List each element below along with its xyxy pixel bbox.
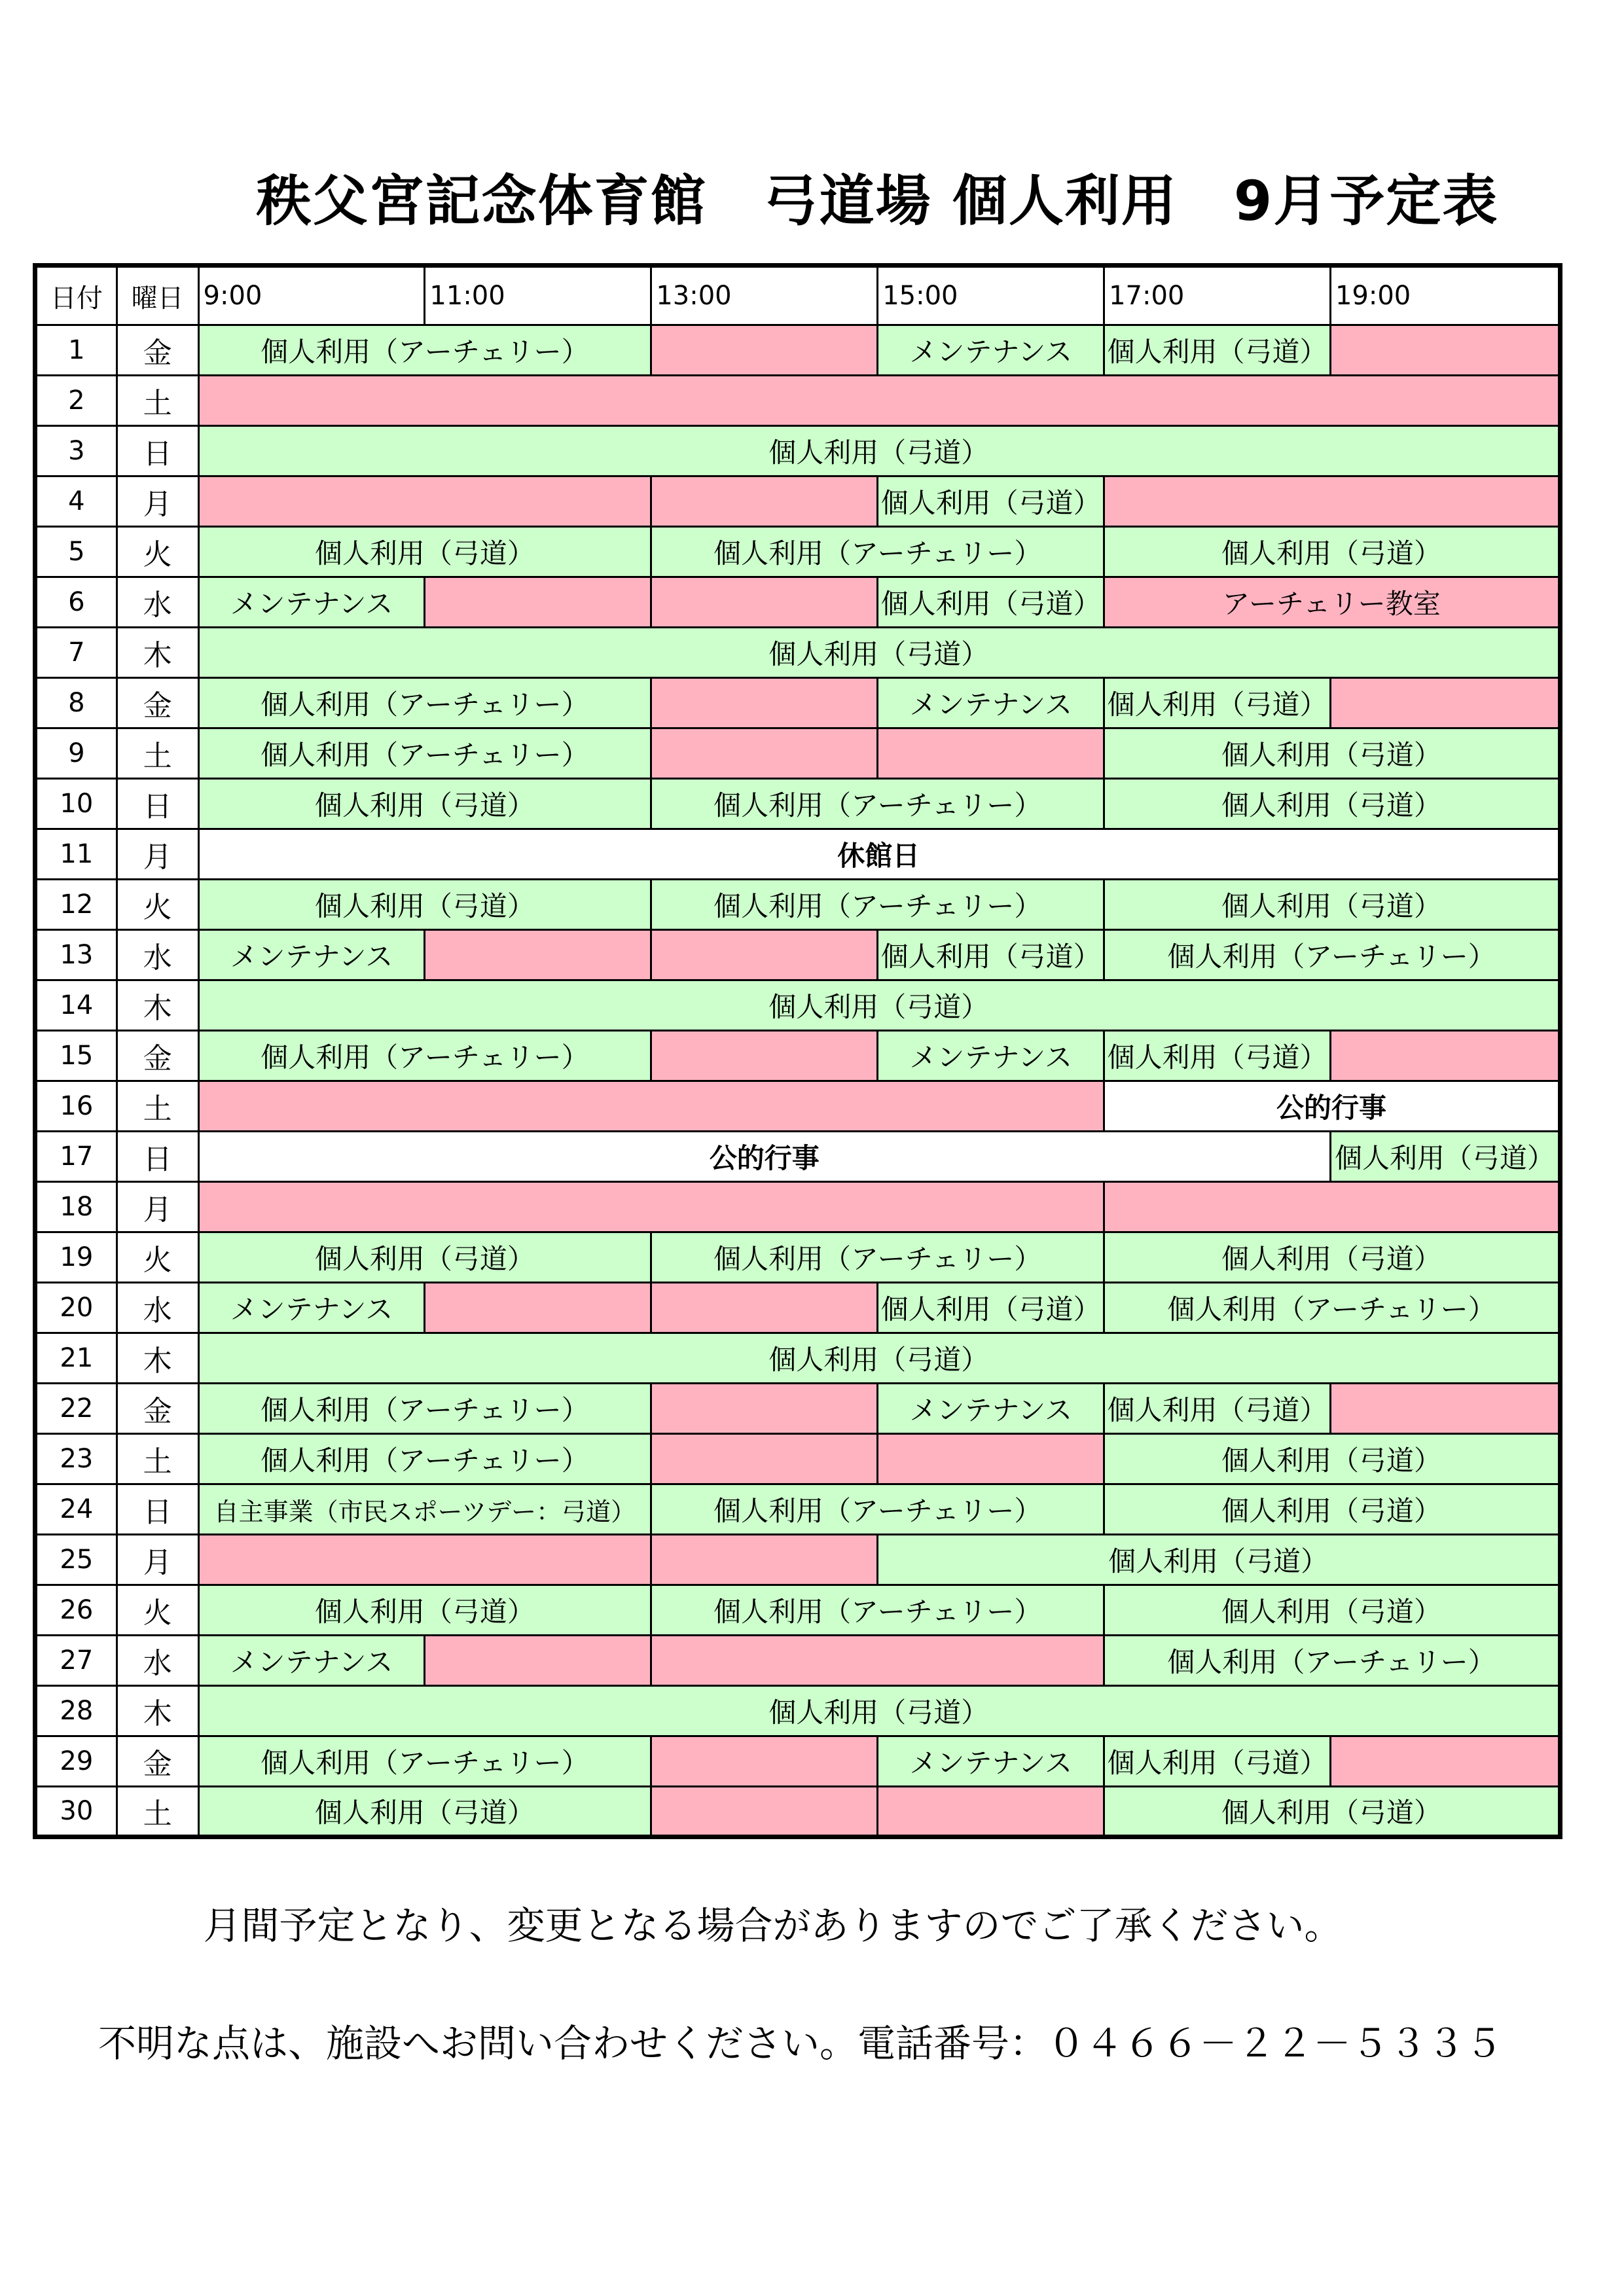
slot-empty xyxy=(878,1434,1104,1484)
table-row xyxy=(35,1081,1561,1132)
slot-empty xyxy=(198,1081,1104,1132)
day-weekday: 木 xyxy=(117,1333,198,1384)
day-number: 28 xyxy=(35,1686,117,1736)
day-number: 7 xyxy=(35,628,117,678)
slot-empty xyxy=(425,577,651,628)
slot-empty xyxy=(1330,325,1560,376)
day-weekday: 土 xyxy=(117,1434,198,1484)
table-row xyxy=(35,980,1561,1031)
slot-empty xyxy=(1330,1736,1560,1787)
day-number: 27 xyxy=(35,1636,117,1686)
slot-empty xyxy=(198,376,1560,426)
slot-empty xyxy=(425,930,651,980)
slot-kyudo: 個人利用（弓道） xyxy=(878,1283,1104,1333)
day-number: 18 xyxy=(35,1182,117,1232)
table-row xyxy=(35,1333,1561,1384)
slot-archery: 個人利用（アーチェリー） xyxy=(198,728,651,779)
table-row xyxy=(35,930,1561,980)
slot-archery-class: アーチェリー教室 xyxy=(1104,577,1561,628)
schedule-table xyxy=(33,263,1562,1839)
slot-kyudo: 個人利用（弓道） xyxy=(1104,527,1561,577)
day-weekday: 金 xyxy=(117,678,198,728)
day-weekday: 土 xyxy=(117,1081,198,1132)
slot-kyudo: 個人利用（弓道） xyxy=(1104,1585,1561,1636)
day-weekday: 日 xyxy=(117,1132,198,1182)
slot-kyudo: 個人利用（弓道） xyxy=(1104,325,1331,376)
slot-archery: 個人利用（アーチェリー） xyxy=(198,1736,651,1787)
header-row xyxy=(35,266,1561,325)
slot-empty xyxy=(198,476,651,527)
table-row xyxy=(35,779,1561,829)
table-row xyxy=(35,628,1561,678)
slot-empty xyxy=(878,728,1104,779)
notice-schedule-change: 月間予定となり、変更となる場合がありますのでご了承ください。 xyxy=(203,1903,1343,1948)
slot-maintenance: メンテナンス xyxy=(198,1283,425,1333)
table-row xyxy=(35,1535,1561,1585)
day-number: 24 xyxy=(35,1484,117,1535)
slot-kyudo: 個人利用（弓道） xyxy=(1330,1132,1560,1182)
table-row xyxy=(35,1736,1561,1787)
day-number: 25 xyxy=(35,1535,117,1585)
slot-kyudo: 個人利用（弓道） xyxy=(198,980,1560,1031)
slot-kyudo: 個人利用（弓道） xyxy=(1104,1384,1331,1434)
day-weekday: 日 xyxy=(117,426,198,476)
day-number: 1 xyxy=(35,325,117,376)
slot-kyudo: 個人利用（弓道） xyxy=(878,930,1104,980)
slot-kyudo: 個人利用（弓道） xyxy=(1104,1787,1561,1837)
day-weekday: 月 xyxy=(117,829,198,880)
day-weekday: 木 xyxy=(117,628,198,678)
day-weekday: 火 xyxy=(117,880,198,930)
slot-maintenance: メンテナンス xyxy=(878,1736,1104,1787)
slot-maintenance: メンテナンス xyxy=(878,678,1104,728)
slot-empty xyxy=(198,1535,651,1585)
slot-kyudo: 個人利用（弓道） xyxy=(1104,728,1561,779)
time-header-1100: 11:00 xyxy=(425,266,651,325)
slot-archery: 個人利用（アーチェリー） xyxy=(651,1585,1104,1636)
slot-empty xyxy=(1330,1031,1560,1081)
day-weekday: 金 xyxy=(117,1384,198,1434)
slot-empty xyxy=(651,1787,878,1837)
day-number: 20 xyxy=(35,1283,117,1333)
slot-kyudo: 個人利用（弓道） xyxy=(198,1686,1560,1736)
slot-archery: 個人利用（アーチェリー） xyxy=(651,1484,1104,1535)
weekday-header: 曜日 xyxy=(117,266,198,325)
slot-kyudo: 個人利用（弓道） xyxy=(1104,1484,1561,1535)
slot-own-event: 自主事業（市民スポーツデー：弓道） xyxy=(198,1484,651,1535)
slot-empty xyxy=(651,728,878,779)
slot-empty xyxy=(651,1434,878,1484)
day-weekday: 水 xyxy=(117,1283,198,1333)
slot-public-event: 公的行事 xyxy=(1104,1081,1561,1132)
slot-public-event: 公的行事 xyxy=(198,1132,1330,1182)
day-number: 5 xyxy=(35,527,117,577)
slot-kyudo: 個人利用（弓道） xyxy=(1104,880,1561,930)
slot-empty xyxy=(651,476,878,527)
notice-contact: 不明な点は、施設へお問い合わせください。電話番号：０４６６－２２－５３３５ xyxy=(98,2021,1504,2066)
day-weekday: 月 xyxy=(117,1182,198,1232)
day-number: 22 xyxy=(35,1384,117,1434)
day-weekday: 日 xyxy=(117,1484,198,1535)
slot-kyudo: 個人利用（弓道） xyxy=(1104,1031,1331,1081)
slot-empty xyxy=(1330,678,1560,728)
time-header-1300: 13:00 xyxy=(651,266,878,325)
day-weekday: 土 xyxy=(117,376,198,426)
slot-archery: 個人利用（アーチェリー） xyxy=(1104,1283,1561,1333)
day-weekday: 火 xyxy=(117,1585,198,1636)
slot-empty xyxy=(878,1787,1104,1837)
time-header-1900: 19:00 xyxy=(1330,266,1560,325)
slot-archery: 個人利用（アーチェリー） xyxy=(198,1384,651,1434)
slot-closed: 休館日 xyxy=(198,829,1560,880)
table-row xyxy=(35,1434,1561,1484)
slot-kyudo: 個人利用（弓道） xyxy=(198,880,651,930)
table-row xyxy=(35,426,1561,476)
table-row xyxy=(35,376,1561,426)
day-weekday: 火 xyxy=(117,527,198,577)
slot-empty xyxy=(1104,476,1561,527)
day-weekday: 月 xyxy=(117,1535,198,1585)
table-row xyxy=(35,829,1561,880)
slot-maintenance: メンテナンス xyxy=(878,1031,1104,1081)
slot-maintenance: メンテナンス xyxy=(878,1384,1104,1434)
slot-archery: 個人利用（アーチェリー） xyxy=(651,527,1104,577)
slot-archery: 個人利用（アーチェリー） xyxy=(651,779,1104,829)
slot-empty xyxy=(651,1736,878,1787)
table-row xyxy=(35,728,1561,779)
slot-maintenance: メンテナンス xyxy=(198,930,425,980)
slot-kyudo: 個人利用（弓道） xyxy=(198,426,1560,476)
day-number: 26 xyxy=(35,1585,117,1636)
time-header-1500: 15:00 xyxy=(878,266,1104,325)
day-number: 16 xyxy=(35,1081,117,1132)
table-row xyxy=(35,1132,1561,1182)
day-number: 3 xyxy=(35,426,117,476)
slot-maintenance: メンテナンス xyxy=(878,325,1104,376)
slot-kyudo: 個人利用（弓道） xyxy=(198,1333,1560,1384)
day-number: 30 xyxy=(35,1787,117,1837)
table-row xyxy=(35,1031,1561,1081)
slot-kyudo: 個人利用（弓道） xyxy=(198,1787,651,1837)
table-row xyxy=(35,527,1561,577)
day-weekday: 土 xyxy=(117,1787,198,1837)
slot-archery: 個人利用（アーチェリー） xyxy=(198,325,651,376)
slot-kyudo: 個人利用（弓道） xyxy=(878,1535,1561,1585)
day-number: 9 xyxy=(35,728,117,779)
slot-kyudo: 個人利用（弓道） xyxy=(1104,1434,1561,1484)
slot-empty xyxy=(651,1283,878,1333)
day-number: 23 xyxy=(35,1434,117,1484)
time-header-0900: 9:00 xyxy=(198,266,425,325)
slot-empty xyxy=(425,1283,651,1333)
slot-empty xyxy=(651,1636,1104,1686)
slot-empty xyxy=(651,577,878,628)
slot-kyudo: 個人利用（弓道） xyxy=(1104,779,1561,829)
slot-kyudo: 個人利用（弓道） xyxy=(1104,1736,1331,1787)
day-weekday: 月 xyxy=(117,476,198,527)
table-row xyxy=(35,1686,1561,1736)
table-row xyxy=(35,325,1561,376)
day-weekday: 金 xyxy=(117,1031,198,1081)
day-weekday: 土 xyxy=(117,728,198,779)
day-number: 13 xyxy=(35,930,117,980)
day-number: 6 xyxy=(35,577,117,628)
day-number: 19 xyxy=(35,1232,117,1283)
slot-kyudo: 個人利用（弓道） xyxy=(1104,1232,1561,1283)
day-weekday: 木 xyxy=(117,980,198,1031)
slot-maintenance: メンテナンス xyxy=(198,1636,425,1686)
table-row xyxy=(35,1232,1561,1283)
slot-kyudo: 個人利用（弓道） xyxy=(198,628,1560,678)
table-row xyxy=(35,1283,1561,1333)
slot-empty xyxy=(651,930,878,980)
day-number: 29 xyxy=(35,1736,117,1787)
day-number: 12 xyxy=(35,880,117,930)
day-weekday: 水 xyxy=(117,1636,198,1686)
table-row xyxy=(35,880,1561,930)
slot-archery: 個人利用（アーチェリー） xyxy=(1104,930,1561,980)
day-weekday: 金 xyxy=(117,1736,198,1787)
slot-kyudo: 個人利用（弓道） xyxy=(1104,678,1331,728)
slot-empty xyxy=(651,678,878,728)
slot-kyudo: 個人利用（弓道） xyxy=(878,476,1104,527)
slot-empty xyxy=(425,1636,651,1686)
table-row xyxy=(35,1787,1561,1837)
table-row xyxy=(35,1585,1561,1636)
day-number: 15 xyxy=(35,1031,117,1081)
day-weekday: 水 xyxy=(117,930,198,980)
slot-empty xyxy=(651,1384,878,1434)
table-row xyxy=(35,1484,1561,1535)
slot-archery: 個人利用（アーチェリー） xyxy=(198,1031,651,1081)
table-row xyxy=(35,1182,1561,1232)
table-row xyxy=(35,476,1561,527)
page-title: 秩父宮記念体育館 弓道場 個人利用 9月予定表 xyxy=(256,169,1499,233)
table-row xyxy=(35,1636,1561,1686)
slot-archery: 個人利用（アーチェリー） xyxy=(651,1232,1104,1283)
slot-archery: 個人利用（アーチェリー） xyxy=(198,678,651,728)
day-number: 2 xyxy=(35,376,117,426)
day-number: 17 xyxy=(35,1132,117,1182)
day-number: 11 xyxy=(35,829,117,880)
slot-kyudo: 個人利用（弓道） xyxy=(198,1232,651,1283)
day-number: 21 xyxy=(35,1333,117,1384)
day-weekday: 火 xyxy=(117,1232,198,1283)
slot-kyudo: 個人利用（弓道） xyxy=(198,779,651,829)
slot-archery: 個人利用（アーチェリー） xyxy=(198,1434,651,1484)
day-weekday: 日 xyxy=(117,779,198,829)
day-number: 10 xyxy=(35,779,117,829)
time-header-1700: 17:00 xyxy=(1104,266,1331,325)
slot-empty xyxy=(651,325,878,376)
day-number: 8 xyxy=(35,678,117,728)
slot-archery: 個人利用（アーチェリー） xyxy=(651,880,1104,930)
day-weekday: 木 xyxy=(117,1686,198,1736)
slot-empty xyxy=(1104,1182,1561,1232)
day-weekday: 水 xyxy=(117,577,198,628)
day-weekday: 金 xyxy=(117,325,198,376)
slot-empty xyxy=(198,1182,1104,1232)
slot-kyudo: 個人利用（弓道） xyxy=(198,527,651,577)
slot-kyudo: 個人利用（弓道） xyxy=(878,577,1104,628)
slot-empty xyxy=(1330,1384,1560,1434)
table-row xyxy=(35,577,1561,628)
day-number: 14 xyxy=(35,980,117,1031)
date-header: 日付 xyxy=(35,266,117,325)
slot-archery: 個人利用（アーチェリー） xyxy=(1104,1636,1561,1686)
slot-empty xyxy=(651,1535,878,1585)
slot-kyudo: 個人利用（弓道） xyxy=(198,1585,651,1636)
table-row xyxy=(35,1384,1561,1434)
day-number: 4 xyxy=(35,476,117,527)
slot-maintenance: メンテナンス xyxy=(198,577,425,628)
table-row xyxy=(35,678,1561,728)
slot-empty xyxy=(651,1031,878,1081)
